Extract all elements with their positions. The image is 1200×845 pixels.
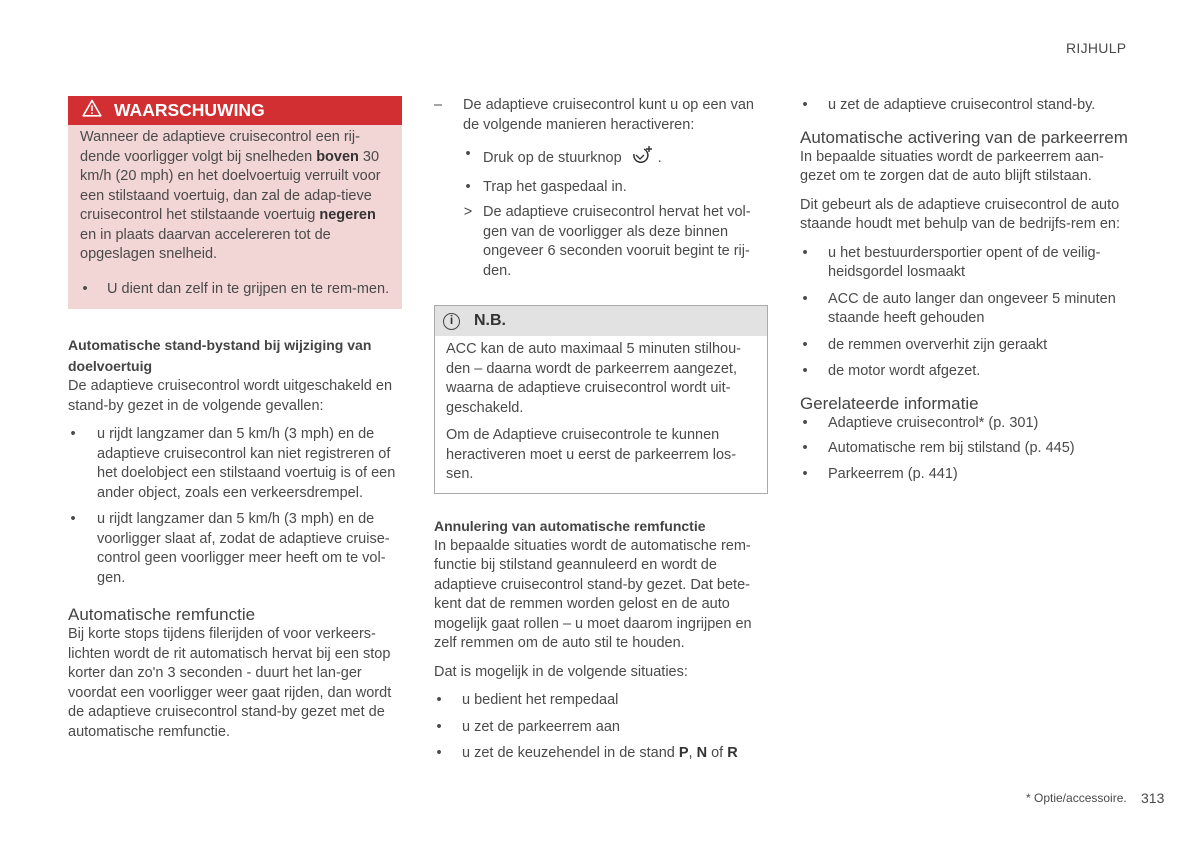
cancel-text: In bepaalde situaties wordt de automatische rem-functie bij stilstand geannuleerd en wordt de adaptieve cruisecontrol stand-by gezet. Dat bete-kent dat de remmen worden gelost en de auto mogelijk gaat rollen – u moet daarom ingrijpen en zelf remmen om de auto stil te houden. xyxy=(434,537,752,651)
related-link[interactable]: • Adaptieve cruisecontrol* (p. 301) xyxy=(802,414,1039,431)
related-list xyxy=(800,414,1134,485)
parking-brake-heading: Automatische activering van de parkeerrem xyxy=(800,127,1128,147)
column-right xyxy=(800,96,1134,490)
cancel-list xyxy=(434,691,768,764)
list-item: • u rijdt langzamer dan 5 km/h (3 mph) en de voorligger slaat af, zodat de adaptieve cruise-control geen voorligger meer heeft om te vol-gen. xyxy=(70,511,390,586)
list-item: • U dient dan zelf in te grijpen en te rem-men. xyxy=(82,280,390,297)
parking-brake-text: In bepaalde situaties wordt de parkeerrem aan-gezet om te zorgen dat de auto blijft stilstaan. xyxy=(800,148,1104,184)
section-title: RIJHULP xyxy=(1066,40,1127,56)
reactivate-list xyxy=(434,145,768,281)
list-item: • u zet de adaptieve cruisecontrol stand-by. xyxy=(802,97,1096,113)
footnote: * Optie/accessoire. xyxy=(1026,791,1127,805)
warning-title: WAARSCHUWING xyxy=(114,99,265,120)
note-header xyxy=(435,306,767,336)
standby-intro: De adaptieve cruisecontrol wordt uitgeschakeld en stand-by gezet in de volgende gevallen: xyxy=(68,378,393,414)
standby-heading: Automatische stand-bystand bij wijziging van doelvoertuig xyxy=(68,337,372,374)
warning-box xyxy=(68,96,402,309)
brake-function-text: Bij korte stops tijdens filerijden of voor verkeers-lichten wordt de rit automatisch hervat bij een stop korter dan zo'n 3 seconden - duurt het lan-ger voordat een voorligger weer gaat rijden, dan wordt de adaptieve cruisecontrol stand-by gezet met de automatische remfunctie. xyxy=(68,626,392,740)
cancel-list-continued xyxy=(800,96,1134,116)
related-link[interactable]: • Automatische rem bij stilstand (p. 445) xyxy=(802,440,1075,456)
note-box xyxy=(434,305,768,494)
cancel-heading: Annulering van automatische remfunctie xyxy=(434,517,706,534)
brake-function-heading: Automatische remfunctie xyxy=(68,605,256,624)
list-item: • de motor wordt afgezet. xyxy=(802,363,981,379)
standby-list xyxy=(68,425,402,588)
list-item: • ACC de auto langer dan ongeveer 5 minuten staande heeft gehouden xyxy=(802,290,1116,326)
related-heading: Gerelateerde informatie xyxy=(800,393,979,413)
related-link[interactable]: • Parkeerrem (p. 441) xyxy=(802,465,958,482)
steering-wheel-resume-icon xyxy=(630,145,654,172)
note-text: Om de Adaptieve cruisecontrole te kunnen heractiveren moet u eerst de parkeerrem los-sen. xyxy=(446,427,737,482)
list-item: • Trap het gaspedaal in. xyxy=(465,178,627,195)
warning-triangle-icon xyxy=(82,99,102,122)
note-title: N.B. xyxy=(474,312,506,330)
list-item: • u zet de parkeerrem aan xyxy=(436,718,620,735)
info-icon: i xyxy=(443,313,460,330)
cancel-situations-intro: Dat is mogelijk in de volgende situaties: xyxy=(434,663,688,680)
warning-header xyxy=(68,96,402,125)
reactivate-step: – De adaptieve cruisecontrol kunt u op een van de volgende manieren heractiveren: xyxy=(434,97,754,133)
list-item: • u zet de keuzehendel in de stand P, N of R xyxy=(436,745,738,761)
list-item: • de remmen oververhit zijn geraakt xyxy=(802,336,1048,353)
page-number: 313 xyxy=(1141,790,1165,806)
column-middle xyxy=(434,96,768,771)
list-item: • u het bestuurdersportier opent of de veilig-heidsgordel losmaakt xyxy=(802,244,1101,280)
warning-text: Wanneer de adaptieve cruisecontrol een rij-dende voorligger volgt bij snelheden boven 30 km/h (20 mph) en het doelvoertuig verruilt voor een stilstaand voertuig, dan zal de adap-tieve cruisecontrol het stilstaande voertuig negeren en in plaats daarvan accelereren tot de opgeslagen snelheid. xyxy=(80,129,381,262)
parking-brake-list xyxy=(800,244,1134,382)
list-item: • Druk op de stuurknop . xyxy=(463,145,768,172)
list-item: • u bedient het rempedaal xyxy=(436,692,619,708)
list-item: > De adaptieve cruisecontrol hervat het vol-gen van de voorligger als deze binnen ongeveer 6 seconden vooruit begint te rij-den. xyxy=(463,204,751,279)
parking-brake-text: Dit gebeurt als de adaptieve cruisecontrol de auto staande houdt met behulp van de bedrijfs-rem en: xyxy=(800,196,1121,232)
note-text: ACC kan de auto maximaal 5 minuten stilhou-den – daarna wordt de parkeerrem aangezet, waarna de adaptieve cruisecontrol wordt uit-geschakeld. xyxy=(446,341,741,416)
list-item: • u rijdt langzamer dan 5 km/h (3 mph) en de adaptieve cruisecontrol kan niet registreren of het doelobject een stilstaand voertuig is of een ander object, zoals een verkeersdrempel. xyxy=(70,426,396,501)
column-left xyxy=(68,96,402,749)
